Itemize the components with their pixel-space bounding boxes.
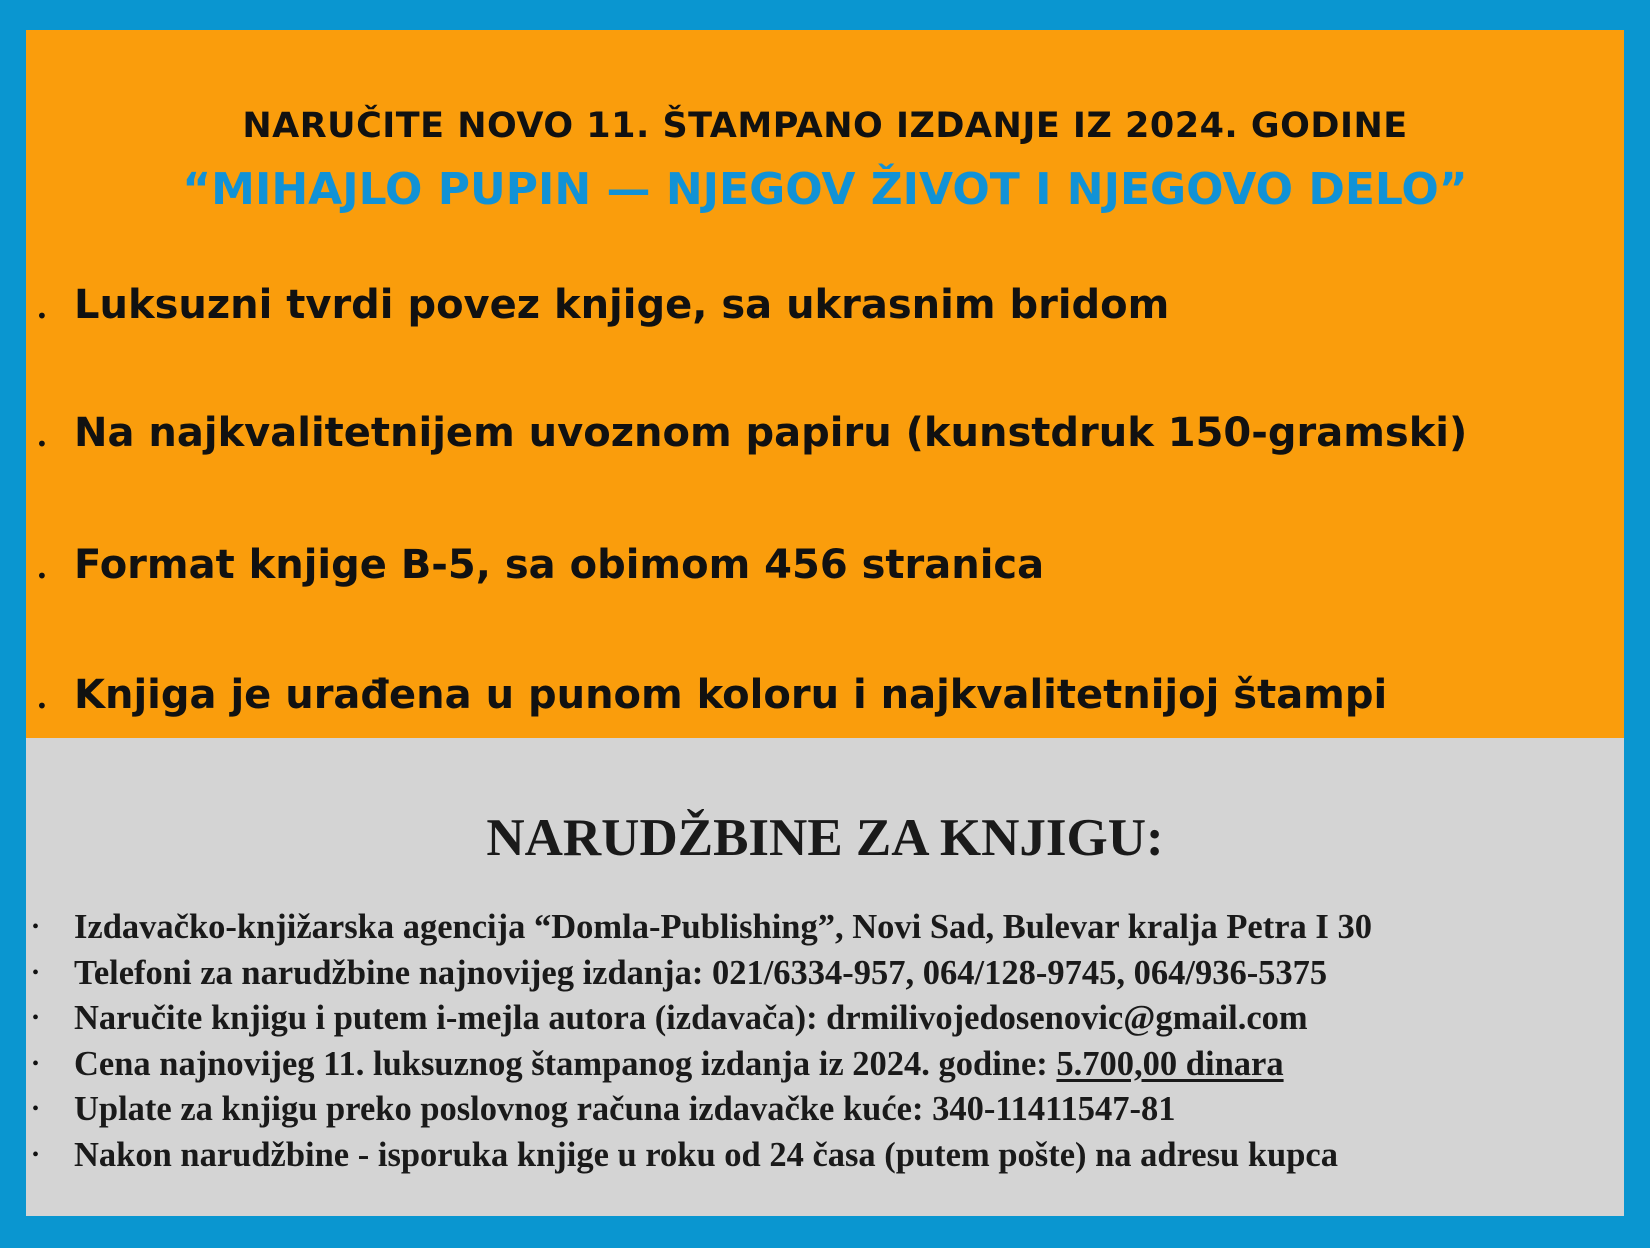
orders-title: NARUDŽBINE ZA KNJIGU: (486, 809, 1164, 867)
price-value: 5.700,00 dinara (1056, 1044, 1284, 1083)
feature-text: Luksuzni tvrdi povez knjige, sa ukrasnim bridom (74, 282, 1170, 328)
order-item-payment (26, 1090, 1624, 1136)
bullet: • (36, 694, 48, 718)
order-text (74, 1045, 1284, 1084)
bullet: • (32, 1143, 40, 1166)
order-text: Naručite knjigu i putem i-mejla autora (izdavača): drmilivojedosenovic@gmail.com (74, 999, 1308, 1037)
bullet: • (32, 1007, 40, 1029)
bullet: • (36, 432, 48, 456)
orders-panel (26, 738, 1624, 1216)
order-text: Uplate za knjigu preko poslovnog računa izdavačke kuće: 340-11411547-81 (74, 1090, 1176, 1128)
book-title: “MIHAJLO PUPIN — NJEGOV ŽIVOT I NJEGOVO DELO” (182, 164, 1468, 215)
price-label: Cena najnovijeg 11. luksuznog štampanog izdanja iz 2024. godine: (74, 1044, 1057, 1083)
bullet: • (36, 304, 48, 328)
bullet: • (32, 1098, 40, 1120)
order-text: Izdavačko-knjižarska agencija “Domla-Publishing”, Novi Sad, Bulevar kralja Petra I 30 (74, 908, 1372, 946)
flyer (26, 30, 1624, 1216)
feature-text: Format knjige B-5, sa obimom 456 stranica (74, 542, 1045, 588)
bullet: • (32, 916, 40, 938)
bullet: • (36, 564, 48, 588)
order-text: Telefoni za narudžbine najnovijeg izdanja: 021/6334-957, 064/128-9745, 064/936-5375 (74, 953, 1328, 992)
order-item-email (26, 999, 1624, 1045)
order-item-price (26, 1045, 1624, 1091)
promo-panel (26, 30, 1624, 738)
order-item-phones (26, 954, 1624, 1000)
feature-text: Knjiga je urađena u punom koloru i najkvalitetnijoj štampi (74, 672, 1388, 718)
bullet: • (32, 1052, 40, 1075)
order-item-delivery (26, 1136, 1624, 1182)
headline: NARUČITE NOVO 11. ŠTAMPANO IZDANJE IZ 2024. GODINE (242, 106, 1408, 146)
order-item-publisher (26, 908, 1624, 954)
order-text: Nakon narudžbine - isporuka knjige u roku od 24 časa (putem pošte) na adresu kupca (74, 1135, 1338, 1174)
feature-text: Na najkvalitetnijem uvoznom papiru (kunstdruk 150-gramski) (74, 410, 1468, 456)
order-list (26, 908, 1624, 1181)
bullet: • (32, 961, 40, 984)
feature-list (26, 30, 1624, 738)
